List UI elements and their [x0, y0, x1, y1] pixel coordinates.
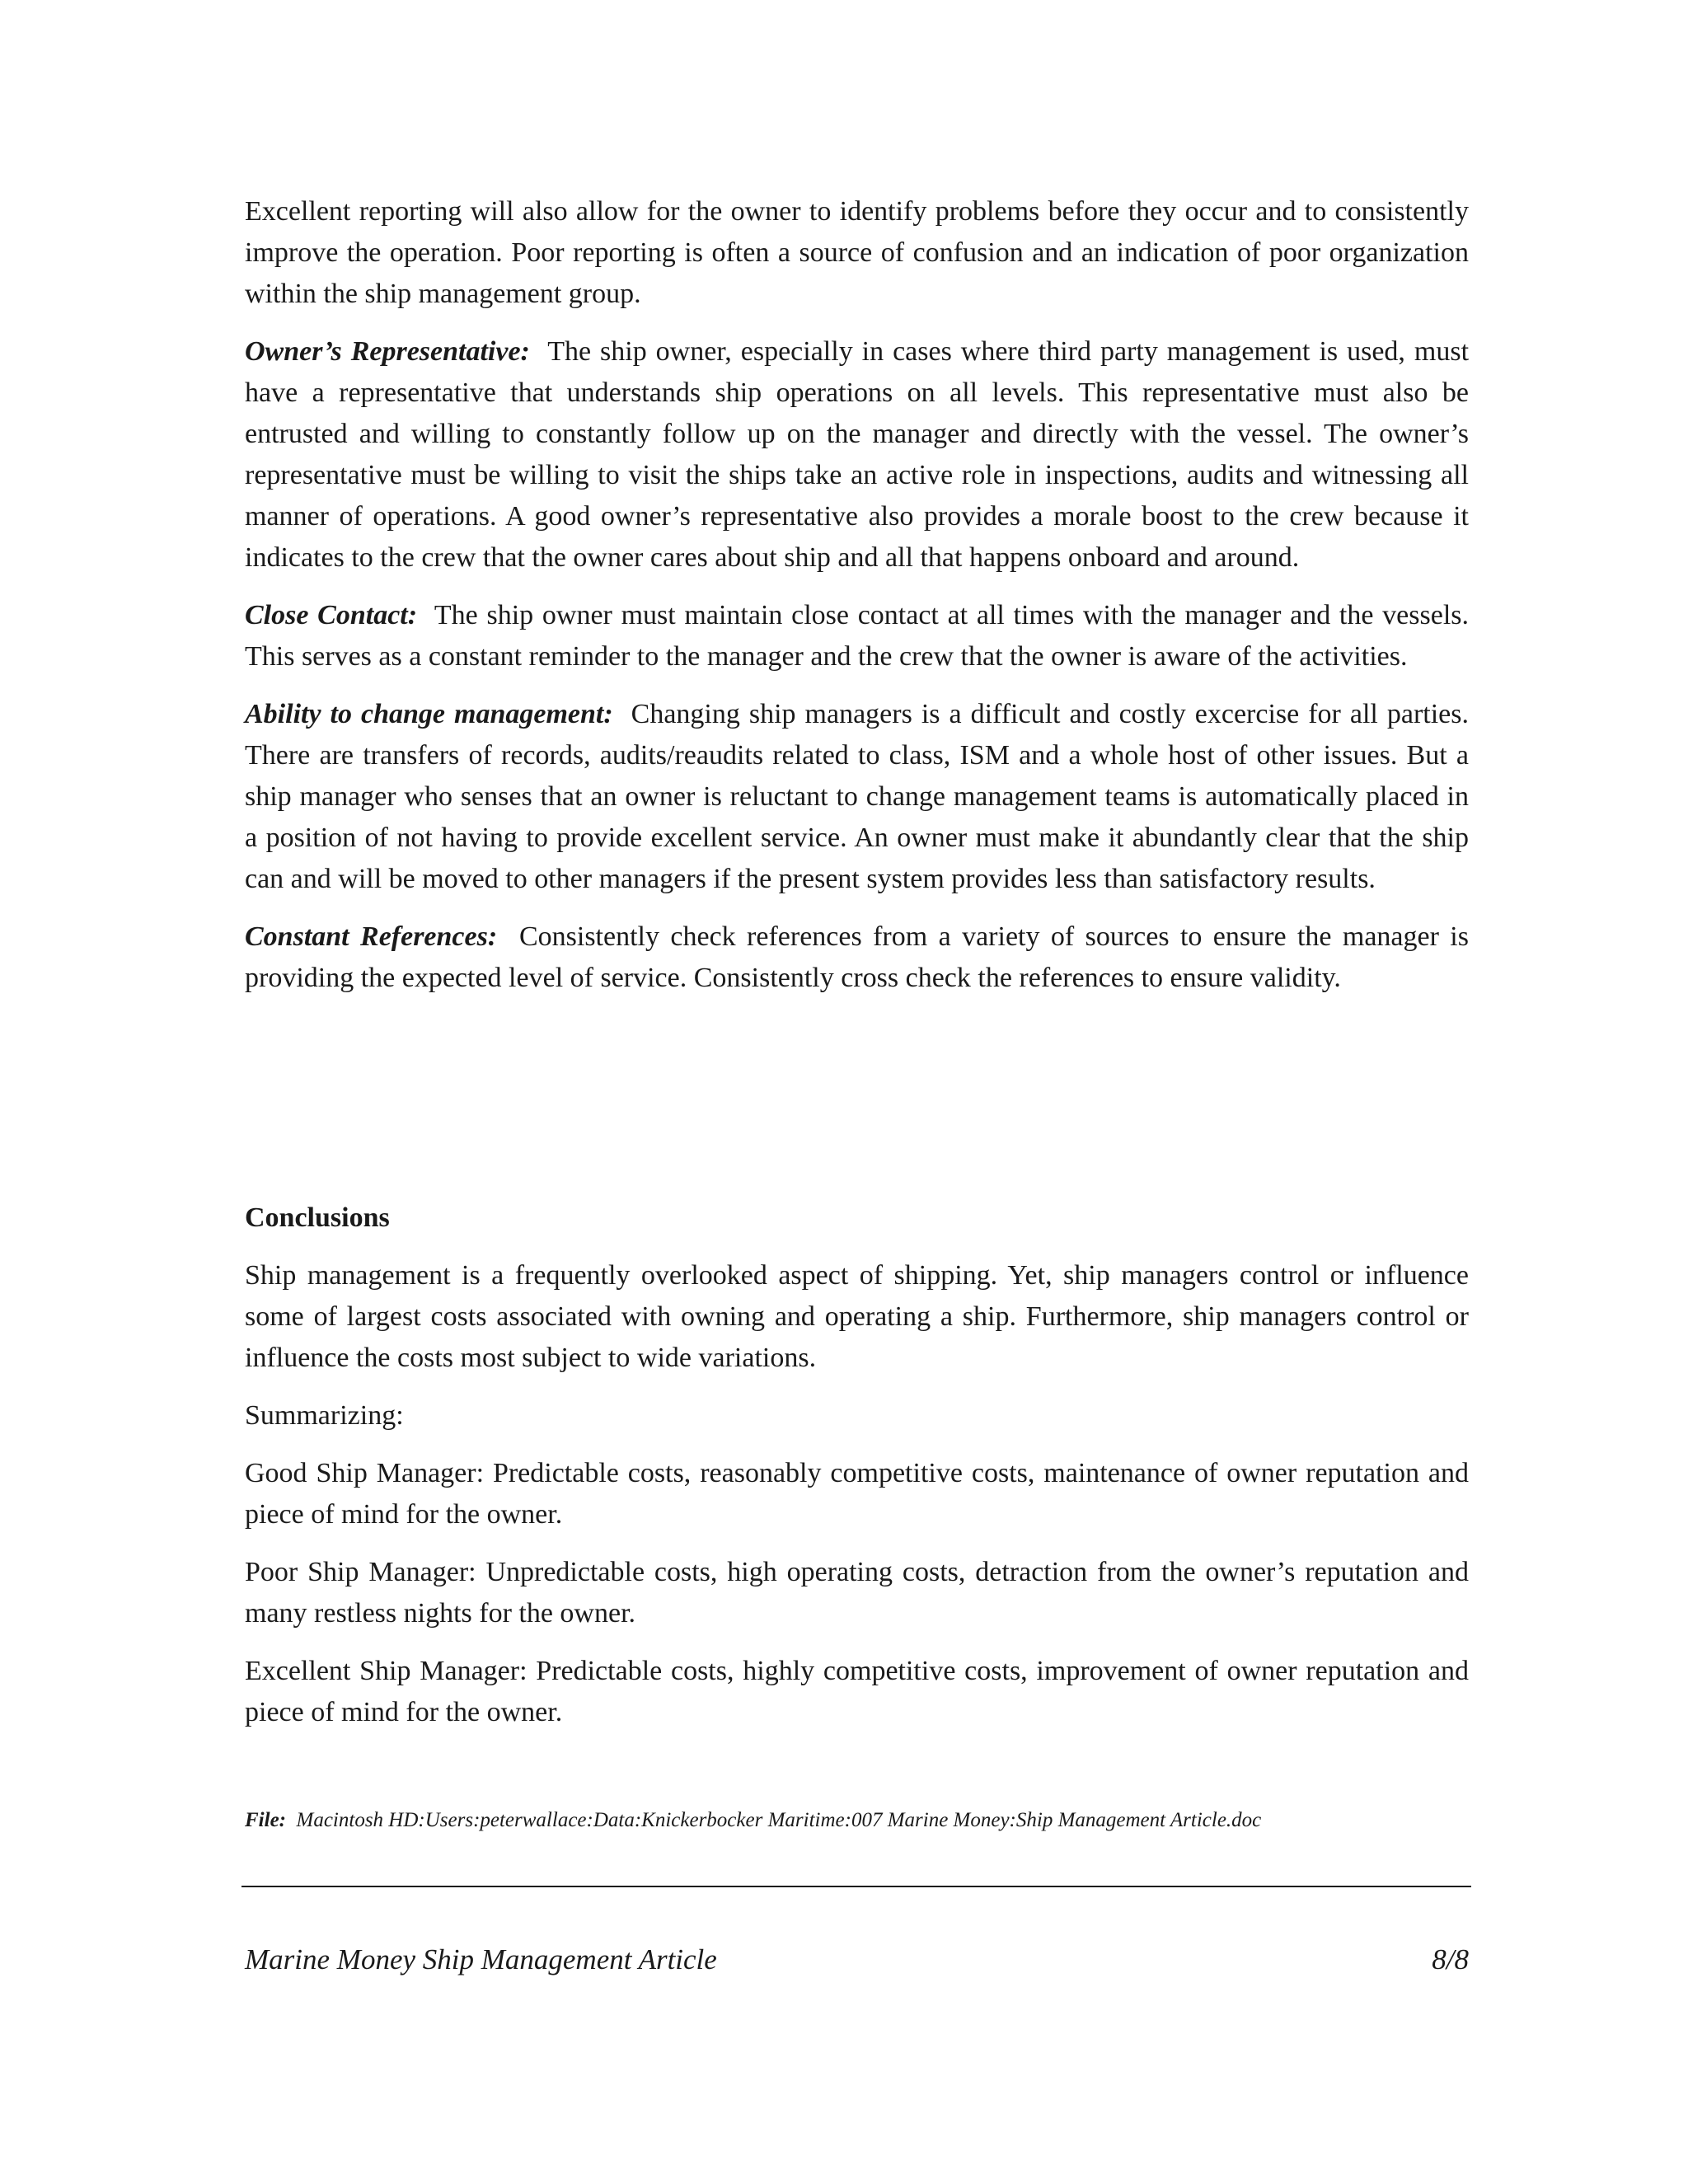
constant-references-text: Consistently check references from a variety of sources to ensure the manager is providing the expected level of service. Consistently cross check the references to ensure validity.: [245, 921, 1469, 993]
file-path: Macintosh HD:Users:peterwallace:Data:Knickerbocker Maritime:007 Marine Money:Ship Management Article.doc: [296, 1809, 1262, 1831]
summarizing-label: Summarizing:: [245, 1400, 404, 1431]
file-label: File:: [245, 1809, 286, 1831]
constant-references-heading: Constant References:: [245, 921, 498, 952]
page-footer: [245, 1943, 1469, 1976]
document-body: [245, 191, 1469, 1015]
poor-ship-manager-item: Poor Ship Manager: Unpredictable costs, high operating costs, detraction from the owner’s reputation and many restless nights for the owner.: [245, 1557, 1469, 1629]
good-ship-manager-item: Good Ship Manager: Predictable costs, reasonably competitive costs, maintenance of owner reputation and piece of mind for the owner.: [245, 1458, 1469, 1530]
footer-divider: [241, 1886, 1471, 1887]
change-management-text: Changing ship managers is a difficult and costly excercise for all parties. There are transfers of records, audits/reaudits related to class, ISM and a whole host of other issues. But a ship manager who senses that an owner is reluctant to change management teams is automatically placed in a position of not having to provide excellent service. An owner must make it abundantly clear that the ship can and will be moved to other managers if the present system provides less than satisfactory results.: [245, 699, 1469, 894]
change-management-paragraph: [245, 694, 1469, 900]
intro-paragraph: Excellent reporting will also allow for the owner to identify problems before they occur and to consistently improve the operation. Poor reporting is often a source of confusion and an indication of poor organization within the ship management group.: [245, 196, 1469, 309]
conclusions-section: [245, 1255, 1469, 1750]
close-contact-heading: Close Contact:: [245, 600, 418, 630]
constant-references-paragraph: [245, 916, 1469, 999]
conclusions-heading: Conclusions: [245, 1202, 390, 1233]
file-path-line: [245, 1809, 1261, 1832]
close-contact-paragraph: [245, 595, 1469, 677]
owners-representative-text: The ship owner, especially in cases where third party management is used, must have a representative that understands ship operations on all levels. This representative must also be entrusted and willing to constantly follow up on the manager and directly with the vessel. The owner’s representative must be willing to visit the ships take an active role in inspections, audits and witnessing all manner of operations. A good owner’s representative also provides a morale boost to the crew because it indicates to the crew that the owner cares about ship and all that happens onboard and around.: [245, 336, 1470, 573]
excellent-ship-manager-item: Excellent Ship Manager: Predictable costs, highly competitive costs, improvement of owner reputation and piece of mind for the owner.: [245, 1656, 1469, 1727]
footer-title: Marine Money Ship Management Article: [245, 1943, 717, 1975]
page-number: 8/8: [1432, 1943, 1469, 1975]
conclusions-paragraph: Ship management is a frequently overlooked aspect of shipping. Yet, ship managers control or influence some of largest costs associated with owning and operating a ship. Furthermore, ship managers control or influence the costs most subject to wide variations.: [245, 1260, 1469, 1373]
owners-representative-heading: Owner’s Representative:: [245, 336, 530, 367]
close-contact-text: The ship owner must maintain close contact at all times with the manager and the vessels. This serves as a constant reminder to the manager and the crew that the owner is aware of the activities.: [245, 600, 1470, 672]
owners-representative-paragraph: [245, 331, 1469, 579]
change-management-heading: Ability to change management:: [245, 699, 613, 729]
